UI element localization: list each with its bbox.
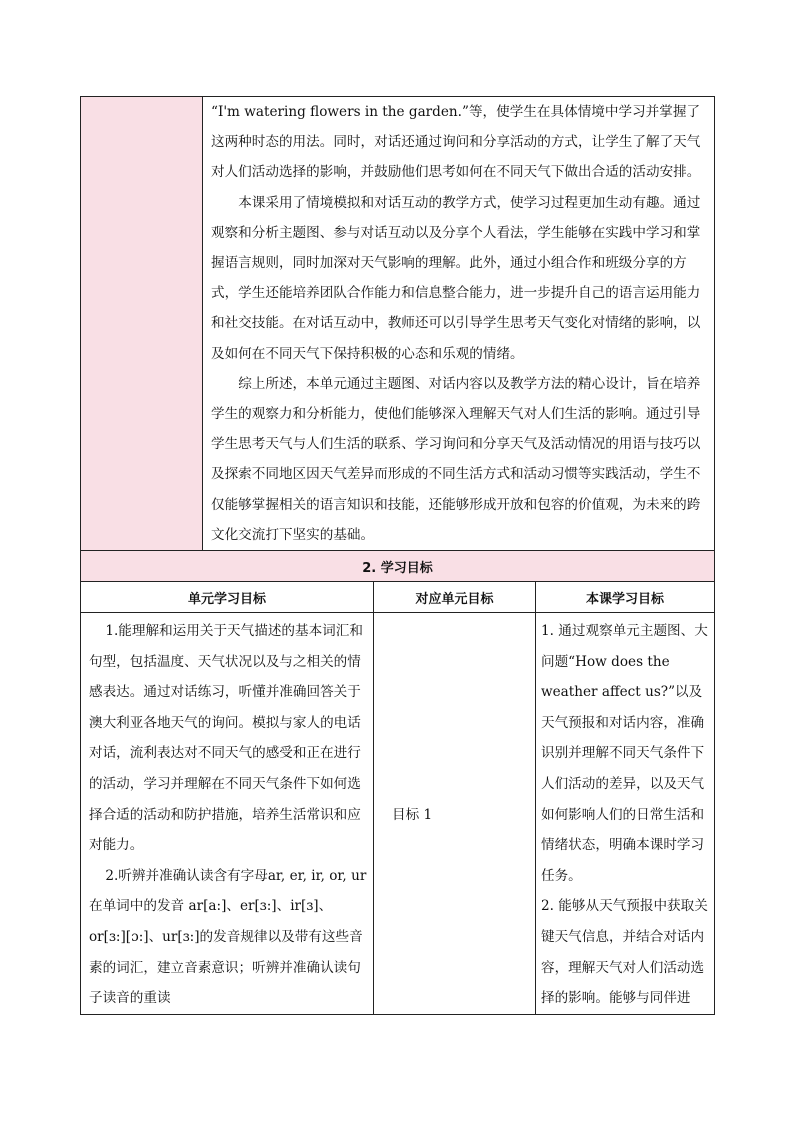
lesson-goal-item: 1. 通过观察单元主题图、大问题“How does the weather affect us?”以及天气预报和对话内容，准确识别并理解不同天气条件下人们活动的差异，以及天气如何影响人们的日常生活和情绪状态，明确本课时学习任务。 <box>541 623 708 884</box>
unit-goal-item: 2.听辨并准确认读含有字母ar, er, ir, or, ur在单词中的发音 ar[a:]、er[ɜ:]、ir[ɜ]、or[ɜ:][ɔ:]、ur[ɜ:]的发音规律以及带有这些音素的词汇，建立音素意识；听辨并准确认读句子读音的重读 <box>89 867 367 1007</box>
lesson-goals-header: 本课学习目标 <box>536 582 715 613</box>
lesson-goal-item: 2. 能够从天气预报中获取关键天气信息，并结合对话内容，理解天气对人们活动选择的影响。能够与同伴进 <box>541 898 708 1007</box>
paragraph: “I'm watering flowers in the garden.”等，使学生在具体情境中学习并掌握了这两种时态的用法。同时，对话还通过询问和分享活动的方式，让学生了解了天气对人们活动选择的影响，并鼓励他们思考如何在不同天气下做出合适的活动安排。 <box>211 104 701 181</box>
unit-goals-header: 单元学习目标 <box>81 582 374 613</box>
mapped-goal-cell: 目标 1 <box>374 613 536 1015</box>
paragraph: 综上所述，本单元通过主题图、对话内容以及教学方法的精心设计，旨在培养学生的观察力和分析能力，使他们能够深入理解天气对人们生活的影响。通过引导学生思考天气与人们生活的联系、学习询问和分享天气及活动情况的用语与技巧以及探索不同地区因天气差异而形成的不同生活方式和活动习惯等实践活动，学生不仅能够掌握相关的语言知识和技能，还能够形成开放和包容的价值观，为未来的跨文化交流打下坚实的基础。 <box>211 375 701 543</box>
analysis-row <box>81 97 715 551</box>
mapped-goal-header: 对应单元目标 <box>374 582 536 613</box>
unit-goal-item: 1.能理解和运用关于天气描述的基本词汇和句型，包括温度、天气状况以及与之相关的情感表达。通过对话练习，听懂并准确回答关于澳大利亚各地天气的询问。模拟与家人的电话对话，流利表达对不同天气的感受和正在进行的活动，学习并理解在不同天气条件下如何选择合适的活动和防护措施，培养生活常识和应对能力。 <box>89 623 363 854</box>
analysis-text-cell <box>203 97 715 551</box>
lesson-goals-cell <box>536 613 715 1015</box>
goals-row <box>81 613 715 1015</box>
section-header-row <box>81 551 715 582</box>
paragraph: 本课采用了情境模拟和对话互动的教学方式，使学习过程更加生动有趣。通过观察和分析主题图、参与对话互动以及分享个人看法，学生能够在实践中学习和掌握语言规则，同时加深对天气影响的理解。此外，通过小组合作和班级分享的方式，学生还能培养团队合作能力和信息整合能力，进一步提升自己的语言运用能力和社交技能。在对话互动中，教师还可以引导学生思考天气变化对情绪的影响，以及如何在不同天气下保持积极的心态和乐观的情绪。 <box>211 194 701 362</box>
unit-goals-cell <box>81 613 374 1015</box>
lesson-plan-table <box>80 96 715 1015</box>
section-title: 2. 学习目标 <box>81 551 715 582</box>
row-label-cell <box>81 97 203 551</box>
column-header-row <box>81 582 715 613</box>
